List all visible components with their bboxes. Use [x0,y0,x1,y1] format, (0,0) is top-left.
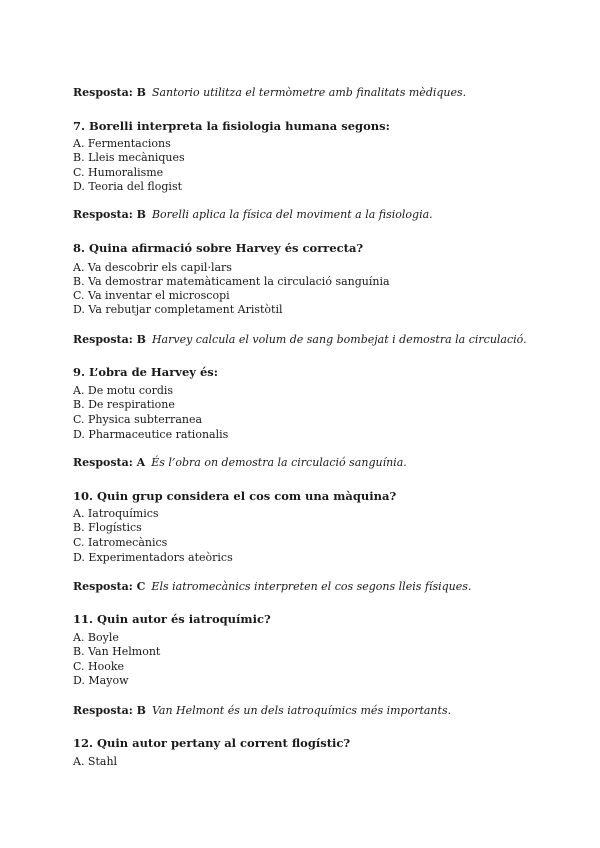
question-9: 9. L’obra de Harvey és: [73,365,219,379]
option: D. Teoria del flogist [73,180,183,193]
option: C. Va inventar el microscopi [73,289,230,302]
answer-label: Resposta: C [73,580,146,593]
option: A. Va descobrir els capil·lars [73,261,232,274]
option: D. Va rebutjar completament Aristòtil [73,303,283,316]
answer-explanation: Van Helmont és un dels iatroquímics més importants. [151,704,452,717]
option: A. Boyle [73,631,119,644]
option: A. De motu cordis [73,384,174,397]
option: B. Va demostrar matemàticament la circulació sanguínia [73,275,390,288]
question-7: 7. Borelli interpreta la fisiologia humana segons: [73,119,390,133]
question-10: 10. Quin grup considera el cos com una màquina? [73,489,397,503]
option: C. Humoralisme [73,166,164,179]
answer-explanation: És l’obra on demostra la circulació sanguínia. [151,456,407,469]
answer-line [73,580,471,594]
answer-line [73,208,433,222]
answer-label: Resposta: B [73,704,146,717]
option: C. Hooke [73,660,125,673]
answer-label: Resposta: A [73,456,146,469]
answer-line [73,704,451,718]
answer-explanation: Els iatromecànics interpreten el cos segons lleis físiques. [151,580,472,593]
option: C. Physica subterranea [73,413,203,426]
option: C. Iatromecànics [73,536,168,549]
option: A. Iatroquímics [73,507,159,520]
question-12: 12. Quin autor pertany al corrent flogístic? [73,736,351,750]
answer-label: Resposta: B [73,208,146,221]
answer-label: Resposta: B [73,333,146,346]
answer-explanation: Borelli aplica la física del moviment a la fisiologia. [151,208,433,221]
option: A. Fermentacions [73,137,171,150]
option: D. Experimentadors ateòrics [73,551,233,564]
answer-explanation: Santorio utilitza el termòmetre amb finalitats mèdiques. [151,86,467,99]
question-8: 8. Quina afirmació sobre Harvey és correcta? [73,241,364,255]
option: A. Stahl [73,755,118,768]
question-11: 11. Quin autor és iatroquímic? [73,612,271,626]
option: D. Mayow [73,674,129,687]
option: B. Lleis mecàniques [73,151,185,164]
answer-line [73,86,466,100]
option: D. Pharmaceutice rationalis [73,428,229,441]
option: B. Van Helmont [73,645,161,658]
option: B. De respiratione [73,398,175,411]
answer-line [73,456,407,470]
answer-label: Resposta: B [73,86,146,99]
option: B. Flogístics [73,521,142,534]
answer-line [73,333,527,347]
answer-explanation: Harvey calcula el volum de sang bombejat i demostra la circulació. [151,333,527,346]
